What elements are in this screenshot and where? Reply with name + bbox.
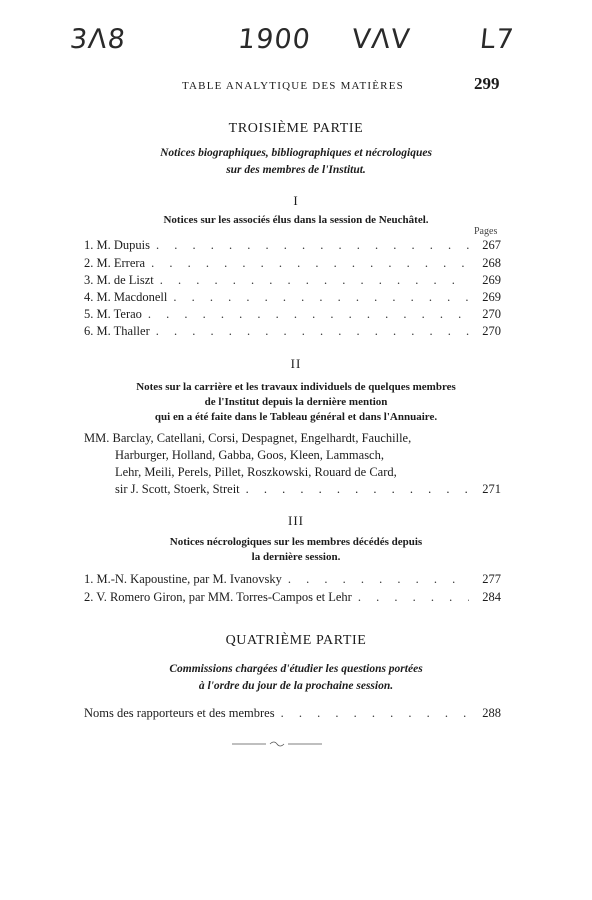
leader-dots (151, 256, 469, 271)
handwritten-note-1: 3Λ8 (68, 24, 128, 55)
ornament-divider (232, 740, 322, 748)
section-2-heading-1: Notes sur la carrière et les travaux individuels de quelques membres (136, 381, 456, 393)
handwritten-note-2: 1900 (236, 24, 313, 55)
part4-subtitle-1: Commissions chargées d'étudier les questions portées (169, 663, 423, 675)
toc-entry-label: 2. M. Errera (84, 256, 146, 270)
toc-entry-page: 277 (482, 572, 501, 586)
toc-entry-page: 267 (482, 238, 501, 252)
toc-entry-page: 269 (482, 273, 501, 287)
toc-entry[interactable] (84, 307, 501, 324)
toc-entry-label: 1. M. Dupuis (84, 238, 150, 252)
leader-dots (281, 706, 469, 721)
toc-entry-page: 284 (482, 590, 501, 604)
toc-entry[interactable] (84, 290, 501, 307)
leader-dots (156, 238, 469, 253)
part3-subtitle-2: sur des membres de l'Institut. (226, 164, 366, 176)
section-2-numeral: II (290, 356, 302, 371)
toc-entry-label: 1. M.-N. Kapoustine, par M. Ivanovsky (84, 572, 282, 586)
section-2-heading-2: de l'Institut depuis la dernière mention (204, 396, 388, 408)
leader-dots (288, 572, 469, 587)
toc-entry-label: 4. M. Macdonell (84, 290, 168, 304)
section-3-heading-2: la dernière session. (251, 551, 341, 563)
leader-dots (246, 481, 477, 498)
section-1-numeral: I (293, 193, 299, 208)
toc-entry-page: 271 (482, 482, 501, 496)
leader-dots (160, 273, 469, 288)
section-1-heading: Notices sur les associés élus dans la session de Neuchâtel. (163, 214, 429, 226)
leader-dots (156, 324, 469, 339)
toc-entry-label: Noms des rapporteurs et des membres (84, 706, 275, 720)
members-line: MM. Barclay, Catellani, Corsi, Despagnet, Engelhardt, Fauchille, (84, 431, 412, 445)
toc-entry[interactable] (84, 572, 501, 589)
toc-entry-label: 6. M. Thaller (84, 324, 150, 338)
toc-entry[interactable] (84, 256, 501, 273)
members-last-line (84, 481, 501, 498)
toc-entry[interactable] (84, 706, 501, 723)
section-3-numeral: III (288, 513, 304, 528)
members-paragraph[interactable] (84, 430, 504, 498)
part4-title: QUATRIÈME PARTIE (225, 633, 367, 648)
toc-entry[interactable] (84, 273, 501, 290)
pages-column-label: Pages (474, 226, 498, 237)
members-line: Harburger, Holland, Gabba, Goos, Kleen, Lammasch, (115, 448, 384, 462)
part3-title: TROISIÈME PARTIE (228, 121, 364, 136)
members-line: sir J. Scott, Stoerk, Streit (115, 482, 240, 496)
handwritten-note-3: VΛV (350, 24, 413, 55)
toc-entry-label: 3. M. de Liszt (84, 273, 154, 287)
page-number: 299 (474, 74, 500, 93)
section-2-heading-3: qui en a été faite dans le Tableau général et dans l'Annuaire. (154, 411, 438, 423)
leader-dots (148, 307, 469, 322)
part3-subtitle-1: Notices biographiques, bibliographiques et nécrologiques (160, 147, 432, 159)
toc-entry-page: 269 (482, 290, 501, 304)
toc-entry[interactable] (84, 238, 501, 255)
toc-entry-page: 268 (482, 256, 501, 270)
part4-subtitle-2: à l'ordre du jour de la prochaine session. (198, 680, 394, 692)
toc-entry-page: 270 (482, 307, 501, 321)
toc-entry[interactable] (84, 324, 501, 341)
toc-entry-page: 270 (482, 324, 501, 338)
handwritten-note-4: L7 (478, 24, 516, 55)
running-head: TABLE ANALYTIQUE DES MATIÈRES (182, 80, 404, 92)
leader-dots (173, 290, 469, 305)
leader-dots (358, 590, 469, 605)
toc-entry-label: 5. M. Terao (84, 307, 142, 321)
section-3-heading-1: Notices nécrologiques sur les membres décédés depuis (169, 536, 423, 548)
members-line: Lehr, Meili, Perels, Pillet, Roszkowski, Rouard de Card, (115, 465, 397, 479)
toc-entry[interactable] (84, 590, 501, 607)
toc-entry-page: 288 (482, 706, 501, 720)
toc-entry-label: 2. V. Romero Giron, par MM. Torres-Campos et Lehr (84, 590, 352, 604)
